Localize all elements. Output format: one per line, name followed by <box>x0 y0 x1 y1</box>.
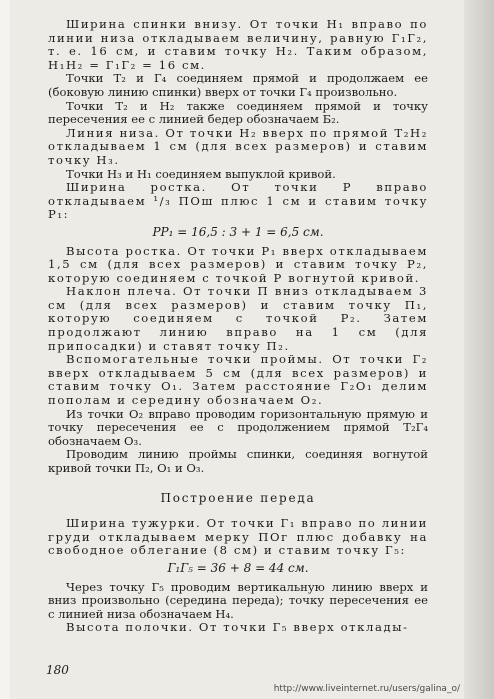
page-left-edge <box>0 0 10 699</box>
paragraph-armhole-points: Вспомогательные точки проймы. От точки Г₂ вверх откладываем 5 см (для всех размеров) и ставим точку О₁. Затем расстояние Г₂О₁ делим пополам и середину обозначаем О₂. <box>48 352 428 408</box>
paragraph-hem-curve: Точки Н₃ и Н₁ соединяем выпуклой кривой. <box>66 166 336 181</box>
page-right-edge <box>464 0 494 699</box>
formula-jacket-width: Г₁Г₅ = 36 + 8 = 44 см. <box>167 560 309 575</box>
page-number: 180 <box>46 663 69 677</box>
paragraph-back-width-bottom: Ширина спинки внизу. От точки Н₁ вправо по линии низа откладываем величину, равную Г₁Г₂, т. е. 16 см, и ставим точку Н₂. Таким образом, Н₁Н₂ = Г₁Г₂ = 16 см. <box>48 17 428 72</box>
paragraph-jacket-width: Ширина тужурки. От точки Г₁ вправо по линии груди откладываем мерку ПОг плюс добавку на свободное облегание (8 см) и ставим точку Г₅: <box>48 516 428 558</box>
watermark-url: http://www.liveinternet.ru/users/galina_o/ <box>273 684 460 694</box>
paragraph-hip-point: Точки Т₂ и Н₂ также соединяем прямой и точку пересечения ее с линией бедер обозначаем Б₂. <box>48 98 428 127</box>
paragraph-front-height: Высота полочки. От точки Г₅ вверх отклады- <box>66 620 409 635</box>
page-text <box>48 18 428 635</box>
formula-neck-width: PP₁ = 16,5 : 3 + 1 = 6,5 см. <box>152 224 324 239</box>
paragraph-side-line: Точки Т₂ и Г₄ соединяем прямой и продолжаем ее (боковую линию спинки) вверх от точки Г₄ произвольно. <box>48 71 428 99</box>
paragraph-neck-width: Ширина ростка. От точки Р вправо откладываем ¹/₃ ПОш плюс 1 см и ставим точку Р₁: <box>48 180 428 222</box>
paragraph-horizontal-line: Из точки О₂ вправо проводим горизонтальную прямую и точку пересечения ее с продолжением прямой Т₂Г₄ обозначаем О₃. <box>48 406 428 448</box>
paragraph-hem-line: Линия низа. От точки Н₂ вверх по прямой Т₂Н₂ откладываем 1 см (для всех размеров) и ставим точку Н₃. <box>48 125 428 167</box>
section-heading: Построение переда <box>160 490 316 505</box>
paragraph-front-center: Через точку Г₅ проводим вертикальную линию вверх и вниз произвольно (середина переда); точку пересечения ее с линией низа обозначаем Н₄. <box>48 579 428 621</box>
paragraph-armhole-line: Проводим линию проймы спинки, соединяя вогнутой кривой точки П₂, О₁ и О₃. <box>48 447 428 475</box>
paragraph-shoulder-slope: Наклон плеча. От точки П вниз откладываем 3 см (для всех размеров) и ставим точку П₁, которую соединяем с точкой Р₂. Затем продолжают линию вправо на 1 см (для припосадки) и ставят точку П₂. <box>48 284 428 353</box>
paragraph-neck-height: Высота ростка. От точки Р₁ вверх откладываем 1,5 см (для всех размеров) и ставим точку Р₂, которую соединяем с точкой Р вогнутой кривой. <box>48 243 428 285</box>
